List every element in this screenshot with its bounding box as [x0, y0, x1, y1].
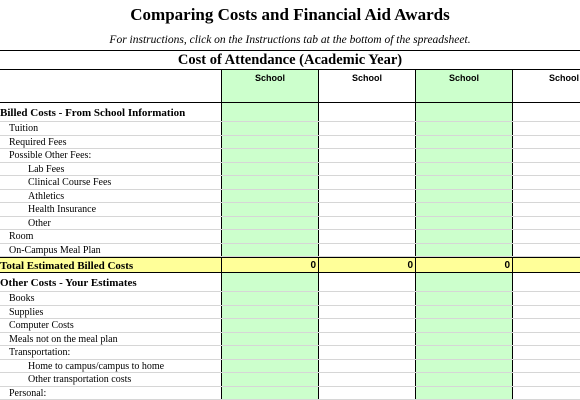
section-header-row	[0, 103, 580, 122]
input-cell[interactable]	[221, 244, 318, 257]
sheet-title: Comparing Costs and Financial Aid Awards	[130, 5, 450, 24]
row-label[interactable]: Room	[9, 231, 34, 242]
input-cell[interactable]	[221, 333, 318, 346]
input-cell[interactable]	[318, 136, 415, 149]
input-cell[interactable]	[221, 149, 318, 162]
row-label[interactable]: Books	[9, 293, 35, 304]
input-cell[interactable]	[318, 103, 415, 121]
school-column-header[interactable]: School	[221, 70, 318, 102]
input-cell[interactable]	[415, 103, 512, 121]
table-row	[0, 203, 580, 217]
row-label[interactable]: Meals not on the meal plan	[9, 333, 118, 345]
input-cell[interactable]	[221, 176, 318, 189]
row-label[interactable]: Clinical Course Fees	[28, 177, 112, 188]
input-cell[interactable]	[415, 319, 512, 332]
table-row	[0, 333, 580, 347]
input-cell[interactable]	[512, 273, 580, 291]
input-cell[interactable]	[318, 230, 415, 243]
other-costs-header[interactable]: Other Costs - Your Estimates	[0, 277, 137, 289]
input-cell[interactable]	[221, 292, 318, 305]
input-cell[interactable]	[221, 190, 318, 203]
table-row	[0, 306, 580, 320]
input-cell[interactable]	[512, 244, 580, 257]
row-label[interactable]: Other	[28, 217, 51, 229]
input-cell[interactable]	[512, 306, 580, 319]
table-row	[0, 149, 580, 163]
input-cell[interactable]	[318, 203, 415, 216]
input-cell[interactable]	[512, 149, 580, 162]
total-value-cell[interactable]: 0	[221, 258, 318, 272]
input-cell[interactable]	[512, 190, 580, 203]
input-cell[interactable]	[221, 122, 318, 135]
input-cell[interactable]	[415, 217, 512, 230]
row-label[interactable]: Health Insurance	[28, 204, 97, 215]
section-header-row	[0, 273, 580, 292]
input-cell[interactable]	[415, 149, 512, 162]
input-cell[interactable]	[512, 136, 580, 149]
table-row	[0, 346, 580, 360]
table-row	[0, 217, 580, 231]
table-row	[0, 319, 580, 333]
row-label[interactable]: Athletics	[28, 190, 65, 202]
table-row	[0, 292, 580, 306]
total-value-cell[interactable]: 0	[318, 258, 415, 272]
school-column-header[interactable]: School	[318, 70, 415, 102]
input-cell[interactable]	[318, 163, 415, 176]
input-cell[interactable]	[318, 387, 415, 400]
school-column-header[interactable]: School	[512, 70, 580, 102]
input-cell[interactable]	[415, 360, 512, 373]
input-cell[interactable]	[512, 217, 580, 230]
row-label[interactable]: Tuition	[9, 123, 39, 134]
input-cell[interactable]	[415, 244, 512, 257]
input-cell[interactable]	[415, 292, 512, 305]
input-cell[interactable]	[318, 373, 415, 386]
input-cell[interactable]	[512, 387, 580, 400]
input-cell[interactable]	[221, 373, 318, 386]
input-cell[interactable]	[415, 230, 512, 243]
input-cell[interactable]	[415, 203, 512, 216]
billed-costs-header[interactable]: Billed Costs - From School Information	[0, 107, 186, 119]
input-cell[interactable]	[318, 149, 415, 162]
input-cell[interactable]	[221, 103, 318, 121]
input-cell[interactable]	[512, 360, 580, 373]
input-cell[interactable]	[318, 176, 415, 189]
input-cell[interactable]	[221, 203, 318, 216]
instructions-note: For instructions, click on the Instructions tab at the bottom of the spreadsheet.	[0, 27, 580, 51]
input-cell[interactable]	[512, 333, 580, 346]
section-title: Cost of Attendance (Academic Year)	[0, 51, 580, 70]
input-cell[interactable]	[512, 230, 580, 243]
input-cell[interactable]	[318, 360, 415, 373]
row-label[interactable]: On-Campus Meal Plan	[9, 244, 101, 256]
input-cell[interactable]	[318, 292, 415, 305]
input-cell[interactable]	[415, 122, 512, 135]
row-label[interactable]: Supplies	[9, 306, 44, 318]
input-cell[interactable]	[512, 163, 580, 176]
total-label[interactable]: Total Estimated Billed Costs	[0, 260, 134, 272]
input-cell[interactable]	[415, 136, 512, 149]
input-cell[interactable]	[415, 163, 512, 176]
table-row	[0, 190, 580, 204]
input-cell[interactable]	[318, 346, 415, 359]
input-cell[interactable]	[318, 273, 415, 291]
row-label[interactable]: Possible Other Fees:	[9, 150, 92, 161]
input-cell[interactable]	[318, 217, 415, 230]
input-cell[interactable]	[512, 176, 580, 189]
input-cell[interactable]	[318, 122, 415, 135]
input-cell[interactable]	[512, 203, 580, 216]
input-cell[interactable]	[415, 333, 512, 346]
row-label[interactable]: Required Fees	[9, 136, 67, 148]
total-value-cell[interactable]	[512, 258, 580, 272]
input-cell[interactable]	[415, 346, 512, 359]
row-label[interactable]: Home to campus/campus to home	[28, 360, 165, 372]
input-cell[interactable]	[512, 346, 580, 359]
input-cell[interactable]	[512, 103, 580, 121]
input-cell[interactable]	[415, 176, 512, 189]
column-header-row	[0, 70, 580, 103]
table-row	[0, 244, 580, 258]
table-row	[0, 163, 580, 177]
input-cell[interactable]	[318, 244, 415, 257]
input-cell[interactable]	[512, 373, 580, 386]
input-cell[interactable]	[415, 373, 512, 386]
input-cell[interactable]	[415, 273, 512, 291]
input-cell[interactable]	[221, 306, 318, 319]
header-label-cell[interactable]	[0, 70, 221, 102]
table-row	[0, 230, 580, 244]
input-cell[interactable]	[415, 306, 512, 319]
row-label[interactable]: Other transportation costs	[28, 374, 132, 385]
table-row	[0, 136, 580, 150]
table-row	[0, 122, 580, 136]
table-row	[0, 176, 580, 190]
school-column-header[interactable]: School	[415, 70, 512, 102]
row-label[interactable]: Computer Costs	[9, 320, 74, 331]
input-cell[interactable]	[318, 333, 415, 346]
input-cell[interactable]	[221, 387, 318, 400]
total-row	[0, 257, 580, 273]
row-label[interactable]: Transportation:	[9, 347, 71, 358]
input-cell[interactable]	[221, 230, 318, 243]
total-value-cell[interactable]: 0	[415, 258, 512, 272]
input-cell[interactable]	[221, 319, 318, 332]
cost-grid	[0, 70, 580, 400]
input-cell[interactable]	[221, 346, 318, 359]
input-cell[interactable]	[415, 387, 512, 400]
input-cell[interactable]	[512, 122, 580, 135]
input-cell[interactable]	[318, 306, 415, 319]
row-label[interactable]: Lab Fees	[28, 163, 65, 175]
input-cell[interactable]	[512, 292, 580, 305]
row-label[interactable]: Personal:	[9, 387, 47, 399]
table-row	[0, 373, 580, 387]
input-cell[interactable]	[221, 136, 318, 149]
input-cell[interactable]	[318, 319, 415, 332]
input-cell[interactable]	[221, 360, 318, 373]
input-cell[interactable]	[221, 273, 318, 291]
input-cell[interactable]	[415, 190, 512, 203]
input-cell[interactable]	[318, 190, 415, 203]
input-cell[interactable]	[221, 163, 318, 176]
table-row	[0, 360, 580, 374]
table-row	[0, 387, 580, 400]
input-cell[interactable]	[512, 319, 580, 332]
input-cell[interactable]	[221, 217, 318, 230]
